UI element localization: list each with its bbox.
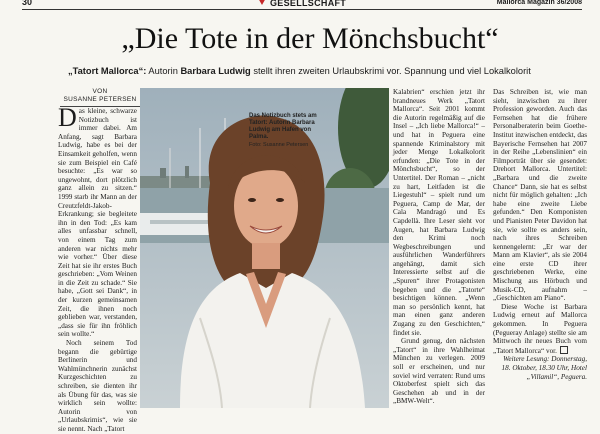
article-column-3 — [393, 88, 485, 406]
subhead-author-name: Barbara Ludwig — [180, 66, 251, 76]
page-number: 30 — [22, 0, 33, 7]
byline-author: SUSANNE PETERSEN — [60, 96, 140, 107]
photo-caption-text: Das Notizbuch stets am Tatort: Autorin Barbara Ludwig am Hafen von Palma. — [249, 113, 317, 140]
header-rule — [22, 9, 582, 10]
column-text: Diese Woche ist Barbara Ludwig erneut auf Mallorca gekommen. In Peguera (Pegueray Anlage) stellte sie am Mittwoch ihr neues Buch vom „Tatort Mallorca“ vor. — [493, 302, 587, 355]
article-subhead — [68, 66, 580, 77]
section-marker-icon — [258, 0, 266, 5]
section-title: GESELLSCHAFT — [270, 0, 347, 8]
magazine-issue: Mallorca Magazin 36/2008 — [496, 0, 582, 6]
drop-cap: D — [58, 103, 77, 132]
column-text: Grund genug, den nächsten „Tatort“ in ihre Wahlheimat München zu verlegen. 2009 soll er erscheinen, und nur soviel wird verraten: Rund ums Oktoberfest spielt sich das Geschehen ab und in der „BMW-Welt“. — [393, 337, 485, 406]
byline-von: VON — [92, 88, 108, 95]
column-text: as kleine, schwarze Notizbuch ist immer dabei. Am Anfang, sagt Barbara Ludwig, habe es bei der Einsamkeit geholfen, wenn sie zum Beispiel ein Café besuchte: „Es war so ungewohnt, dort plötzlich ganz allein zu sitzen.“ 1999 starb ihr Mann an der Creutzfeldt-Jakob-Erkrankung; sie begleitete ihn in den Tod: „Es kam alles unfassbar schnell, von einem Tag zum anderen war nichts mehr wie vorher.“ Über diese Zeit hat sie ihr erstes Buch geschrieben: „Vom Weinen in die Zeit zu schade.“ Sie habe, „Gott sei Dank“, in der kurzen gemeinsamen Zeit, die ihnen noch geblieben war, verstanden, „dass sie für ihn fröhlich sein wollte.“ — [58, 107, 137, 339]
subhead-part: stellt ihren zweiten Urlaubskrimi vor. Spannung und viel Lokalkolorit — [250, 66, 531, 76]
article-column-4 — [493, 88, 587, 381]
photo-caption — [249, 113, 319, 149]
column-text: Das Schreiben ist, wie man sieht, inzwischen zu ihrer Profession geworden. Auch das Fernsehen hat die frühere Personalberaterin beim Goethe-Institut inzwischen entdeckt, das Bayerische Fernsehen hat 2007 in der Reihe „Lebenslinien“ ein Filmporträt über sie gesendet: Drehort Mallorca. Untertitel: „Barbara und die zweite Chance“ Dann, sie hat es selbst nicht für möglich gehalten: „Ich habe eine zweite Liebe gefunden.“ Den Komponisten und Pianisten Peter Davidon hat sie, wie sollte es anders sein, nach ihres Schreiben kennengelernt: „Er war der Mann am Klavier“, als sie 2004 eine erste CD ihrer geschriebenen Werke, eine Mischung aus Hörbuch und Musik-CD, aufnahm – „Geschichten am Piano“. — [493, 88, 587, 303]
subhead-part: Autorin — [146, 66, 181, 76]
column-text: Noch seinem Tod begann die gebürtige Berlinerin und Wahlmünchnerin zunächst Kurzgeschichten zu schreiben, sie dienten ihr als Übung für das, was sie wirklich sein wollte: Autorin von „Urlaubskrimis“, wie sie sie nennt. Nach „Tatort — [58, 339, 137, 433]
column-text: Kalabrien“ erschien jetzt ihr brandneues Werk „Tatort Mallorca“. Seit 2001 kommt die Autorin regelmäßig auf die Insel – „Ich liebe Mallorca!“ – und hat in Peguera eine spannende Kriminalstory mit jeder Menge Lokalkolorit erfunden: „Die Tote in der Mönchsbucht“, so der Untertitel. Der Roman – „nicht zu hart, Leitfaden ist die Liegestuhl“ – spielt rund um Peguera, Camp de Mar, der Cala Mandragó und Es Capdellà. Ihre Leser sieht vor Augen, hat Barbara Ludwig den Krimi noch Wegbeschreibungen und ausführlichen Wanderführers angehängt, damit sich Interessierte selbst auf die „Spuren“ ihrer Protagonisten begeben und die „Tatorte“ besichtigen können. „Wenn man so persönlich kennt, hat man einen ganz anderen Zugang zu den Geschichten,“ findet sie. — [393, 88, 485, 337]
subhead-lead: „Tatort Mallorca“: — [68, 66, 147, 76]
article-headline: „Die Tote in der Mönchsbucht“ — [121, 22, 499, 55]
event-info: Weitere Lesung: Donnerstag, 18. Oktober, 18.30 Uhr, Hotel „Villamil“, Peguera. — [501, 355, 587, 381]
article-column-1 — [58, 103, 137, 434]
photo-credit: Foto: Susanne Petersen — [249, 142, 309, 148]
end-mark-icon — [560, 346, 568, 354]
